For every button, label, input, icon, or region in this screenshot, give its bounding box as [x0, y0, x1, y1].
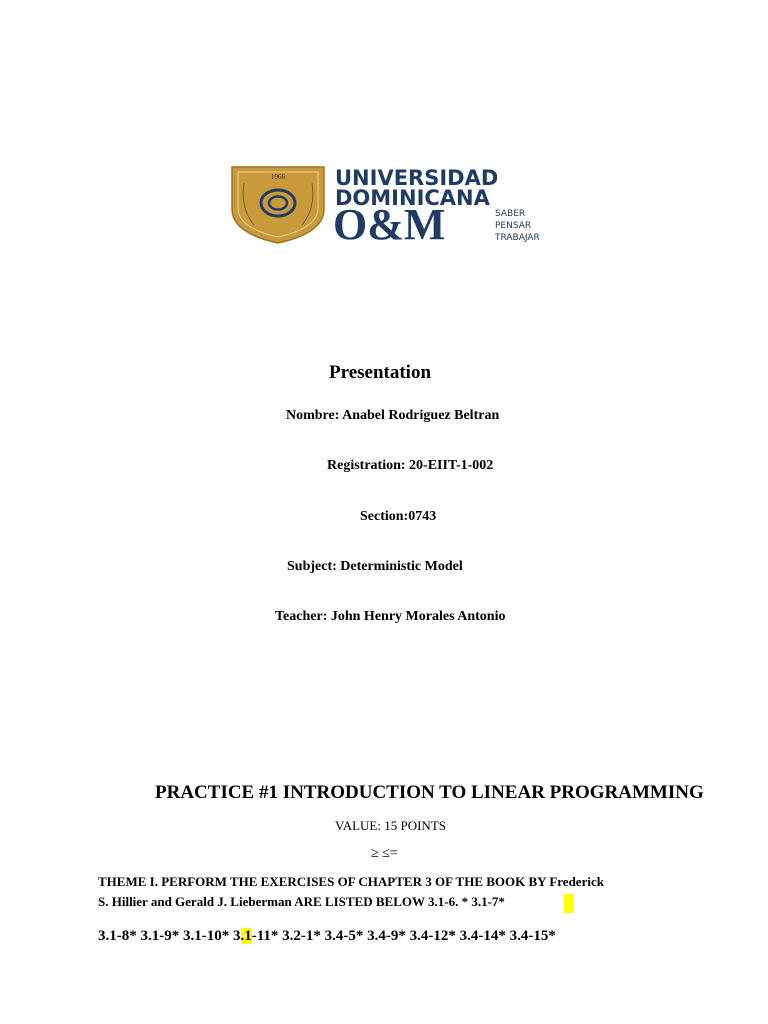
theme-line-2: S. Hillier and Gerald J. Lieberman ARE LISTED BELOW 3.1-6. * 3.1-7* [98, 894, 505, 909]
exercise-list-part-2: -11* 3.2-1* 3.4-5* 3.4-9* 3.4-12* 3.4-14* 3.4-15* [251, 928, 556, 944]
logo-motto-trabajar: TRABAJAR [495, 233, 540, 243]
logo-motto-saber: SABER [495, 209, 526, 219]
university-seal-icon [232, 167, 324, 243]
university-logo [230, 163, 560, 245]
logo-line-universidad: UNIVERSIDAD [335, 166, 499, 190]
theme-line-1: THEME I. PERFORM THE EXERCISES OF CHAPTER 3 OF THE BOOK BY Frederick [98, 874, 604, 889]
presentation-heading: Presentation [329, 362, 432, 383]
exercise-list-highlighted: .1 [240, 928, 252, 944]
teacher-name: Teacher: John Henry Morales Antonio [275, 609, 506, 624]
seal-year: 1966 [271, 173, 285, 181]
subject-name: Subject: Deterministic Model [287, 559, 463, 574]
practice-title: PRACTICE #1 INTRODUCTION TO LINEAR PROGRAMMING [155, 782, 704, 803]
student-name: Nombre: Anabel Rodriguez Beltran [286, 408, 500, 423]
exercise-list-part-1: 3.1-8* 3.1-9* 3.1-10* 3 [98, 928, 241, 944]
logo-brand-om: O&M [333, 200, 446, 245]
highlight-mark [564, 894, 573, 913]
exercise-list [98, 928, 556, 945]
logo-line-dominicana: DOMINICANA [335, 186, 490, 210]
registration-number: Registration: 20-EIIT-1-002 [327, 458, 494, 473]
inequality-symbols: ≥ ≤= [371, 846, 398, 861]
logo-motto-pensar: PENSAR [495, 221, 532, 231]
section-number: Section:0743 [360, 509, 437, 524]
practice-value: VALUE: 15 POINTS [335, 818, 446, 833]
